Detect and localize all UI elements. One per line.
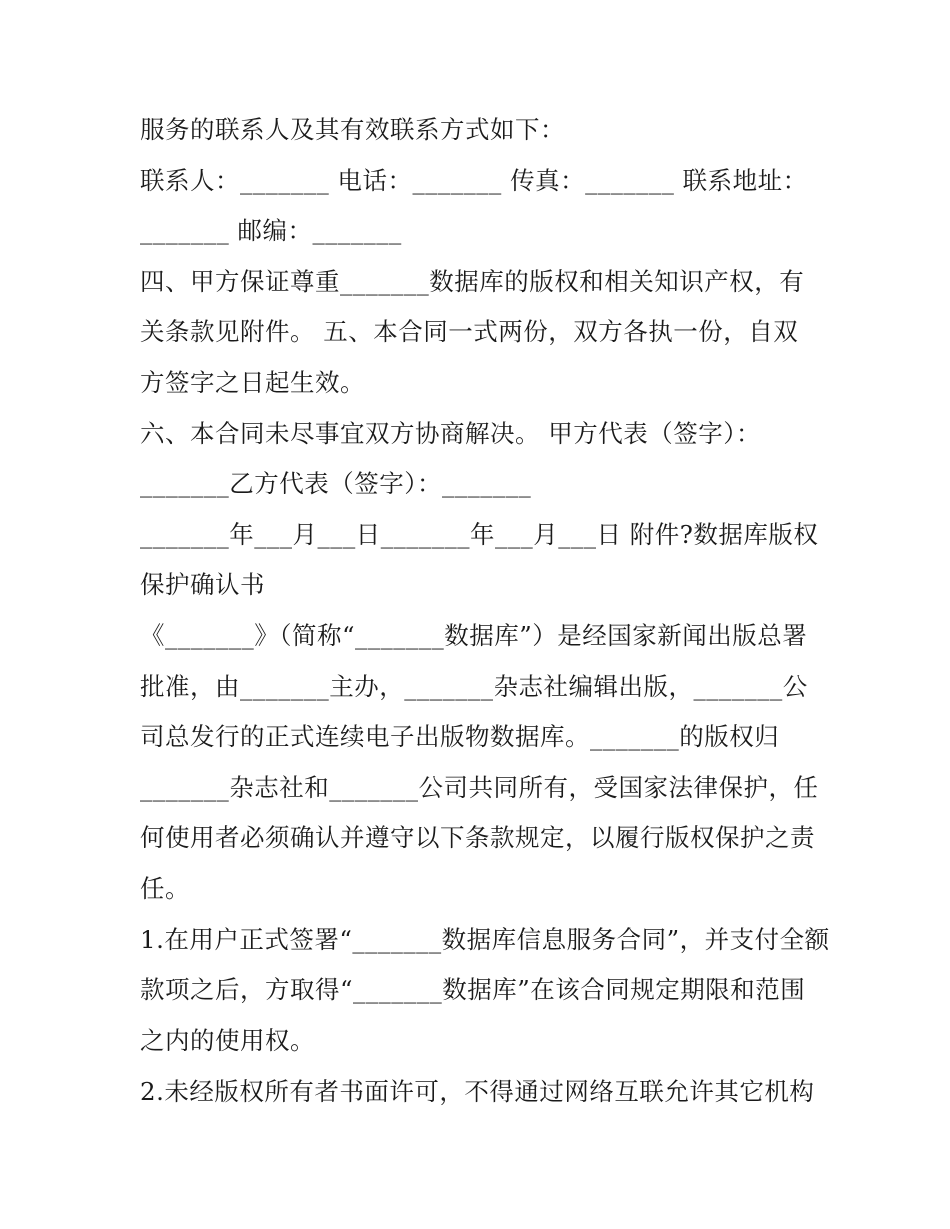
text-line: 2.未经版权所有者书面许可，不得通过网络互联允许其它机构 bbox=[140, 1077, 815, 1106]
text-line: 关条款见附件。 五、本合同一式两份，双方各执一份，自双 bbox=[140, 317, 799, 346]
text-line: 何使用者必须确认并遵守以下条款规定，以履行版权保护之责 bbox=[140, 823, 815, 852]
text-line: 款项之后，方取得“_______数据库”在该合同规定期限和范围 bbox=[140, 975, 806, 1004]
text-line: 保护确认书 bbox=[140, 570, 265, 599]
text-line: 任。 bbox=[140, 874, 190, 903]
text-line: _______ 邮编：_______ bbox=[140, 216, 402, 245]
text-line: 服务的联系人及其有效联系方式如下： bbox=[140, 115, 565, 144]
text-line: 六、本合同未尽事宜双方协商解决。 甲方代表（签字）： bbox=[140, 419, 762, 448]
text-line: 《_______》（简称“_______数据库”）是经国家新闻出版总署 bbox=[140, 621, 808, 650]
text-line: _______年___月___日_______年___月___日 附件?数据库版权 bbox=[140, 520, 819, 549]
text-line: 联系人：_______ 电话：_______ 传真：_______ 联系地址： bbox=[140, 166, 808, 195]
text-line: 批准，由_______主办，_______杂志社编辑出版，_______公 bbox=[140, 672, 808, 701]
text-line: _______杂志社和_______公司共同所有，受国家法律保护，任 bbox=[140, 773, 819, 802]
text-line: _______乙方代表（签字）：_______ bbox=[140, 469, 532, 498]
text-line: 方签字之日起生效。 bbox=[140, 368, 365, 397]
text-line: 之内的使用权。 bbox=[140, 1026, 315, 1055]
text-line: 1.在用户正式签署“_______数据库信息服务合同”，并支付全额 bbox=[140, 925, 830, 954]
text-line: 四、甲方保证尊重_______数据库的版权和相关知识产权，有 bbox=[140, 267, 805, 296]
text-line: 司总发行的正式连续电子出版物数据库。_______的版权归 bbox=[140, 722, 780, 751]
